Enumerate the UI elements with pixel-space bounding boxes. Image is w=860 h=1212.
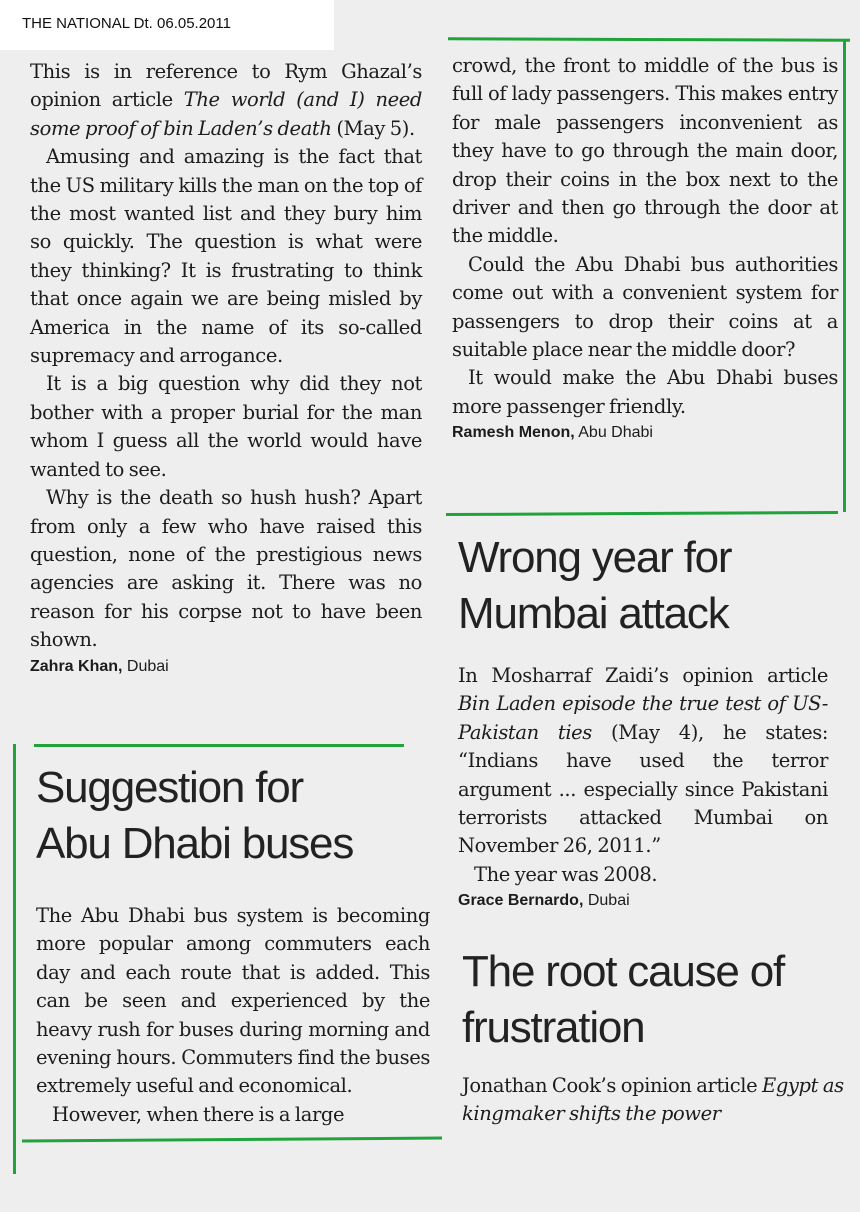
highlight-line-top-right	[448, 37, 850, 41]
letter1-signature	[30, 655, 422, 679]
author-location: Abu Dhabi	[578, 424, 653, 442]
author-location: Dubai	[126, 657, 169, 675]
highlight-line-bottom-left	[22, 1137, 442, 1143]
letter1-para1: This is in reference to Rym Ghazal’s opinion article The world (and I) need some proof of bin Laden’s death (May 5).	[30, 60, 422, 140]
highlight-line-left	[13, 744, 16, 1174]
article-title: The world (and I) need some proof of bin Laden’s death	[30, 88, 422, 140]
letter-bus-suggestion-continued	[452, 52, 838, 445]
letter-root-cause	[462, 944, 854, 1129]
letter2-para1: The Abu Dhabi bus system is becoming more popular among commuters each day and each route that is added. This can be seen and experienced by the heavy rush for buses during morning and evening hours. Commuters find the buses extremely useful and economical.	[36, 904, 430, 1098]
author-name: Grace Bernardo,	[458, 892, 584, 910]
highlight-line-mid-right	[446, 511, 838, 516]
highlight-line-mid-left	[34, 744, 404, 747]
author-name: Zahra Khan,	[30, 657, 123, 675]
letter-zahra-khan	[30, 58, 422, 679]
article-title: Bin Laden episode the true test of US-Pakistan ties	[458, 692, 828, 744]
letter3-para2: The year was 2008.	[474, 862, 658, 886]
letter3-para1: In Mosharraf Zaidi’s opinion article Bin Laden episode the true test of US-Pakistan ties (May 4), he states: “Indians have used the terror argument ... especially since Pakistani terrorists attacked Mumbai on November 26, 2011.”	[458, 664, 828, 858]
letter1-para4: Why is the death so hush hush? Apart from only a few who have raised this question, none of the prestigious news agencies are asking it. There was no reason for his corpse not to have been shown.	[30, 486, 422, 652]
letter-mumbai-attack	[458, 530, 828, 913]
author-location: Dubai	[587, 892, 630, 910]
masthead-text: THE NATIONAL Dt. 06.05.2011	[22, 15, 231, 32]
letter2-signature	[452, 421, 838, 445]
letter1-para2: Amusing and amazing is the fact that the US military kills the man on the top of the most wanted list and they bury him so quickly. The question is what were they thinking? It is frustrating to think that once again we are being misled by America in the name of its so-called supremacy and arrogance.	[30, 145, 422, 368]
letter2-cont-para1: crowd, the front to middle of the bus is full of lady passengers. This makes entry for male passengers inconvenient as they have to go through the main door, drop their coins in the box next to the driver and then go through the door at the middle.	[452, 54, 838, 248]
headline-mumbai-attack: Wrong year for Mumbai attack	[458, 533, 732, 638]
headline-root-cause: The root cause of frustration	[462, 947, 785, 1052]
highlight-line-right	[843, 40, 846, 512]
masthead	[0, 0, 334, 50]
letter3-signature	[458, 889, 828, 913]
letter4-para1: Jonathan Cook’s opinion article Egypt as kingmaker shifts the power	[462, 1074, 844, 1126]
article-title: Egypt as kingmaker shifts the power	[462, 1074, 844, 1126]
headline-bus-suggestion: Suggestion for Abu Dhabi buses	[36, 763, 354, 868]
letter2-cont-para3: It would make the Abu Dhabi buses more passenger friendly.	[452, 366, 838, 418]
letter-bus-suggestion	[36, 760, 430, 1129]
letter1-para3: It is a big question why did they not bother with a proper burial for the man whom I guess all the world would have wanted to see.	[30, 372, 422, 481]
letter2-cont-para2: Could the Abu Dhabi bus authorities come out with a convenient system for passengers to drop their coins at a suitable place near the middle door?	[452, 252, 838, 362]
author-name: Ramesh Menon,	[452, 424, 575, 442]
letter2-para2: However, when there is a large	[52, 1102, 345, 1126]
